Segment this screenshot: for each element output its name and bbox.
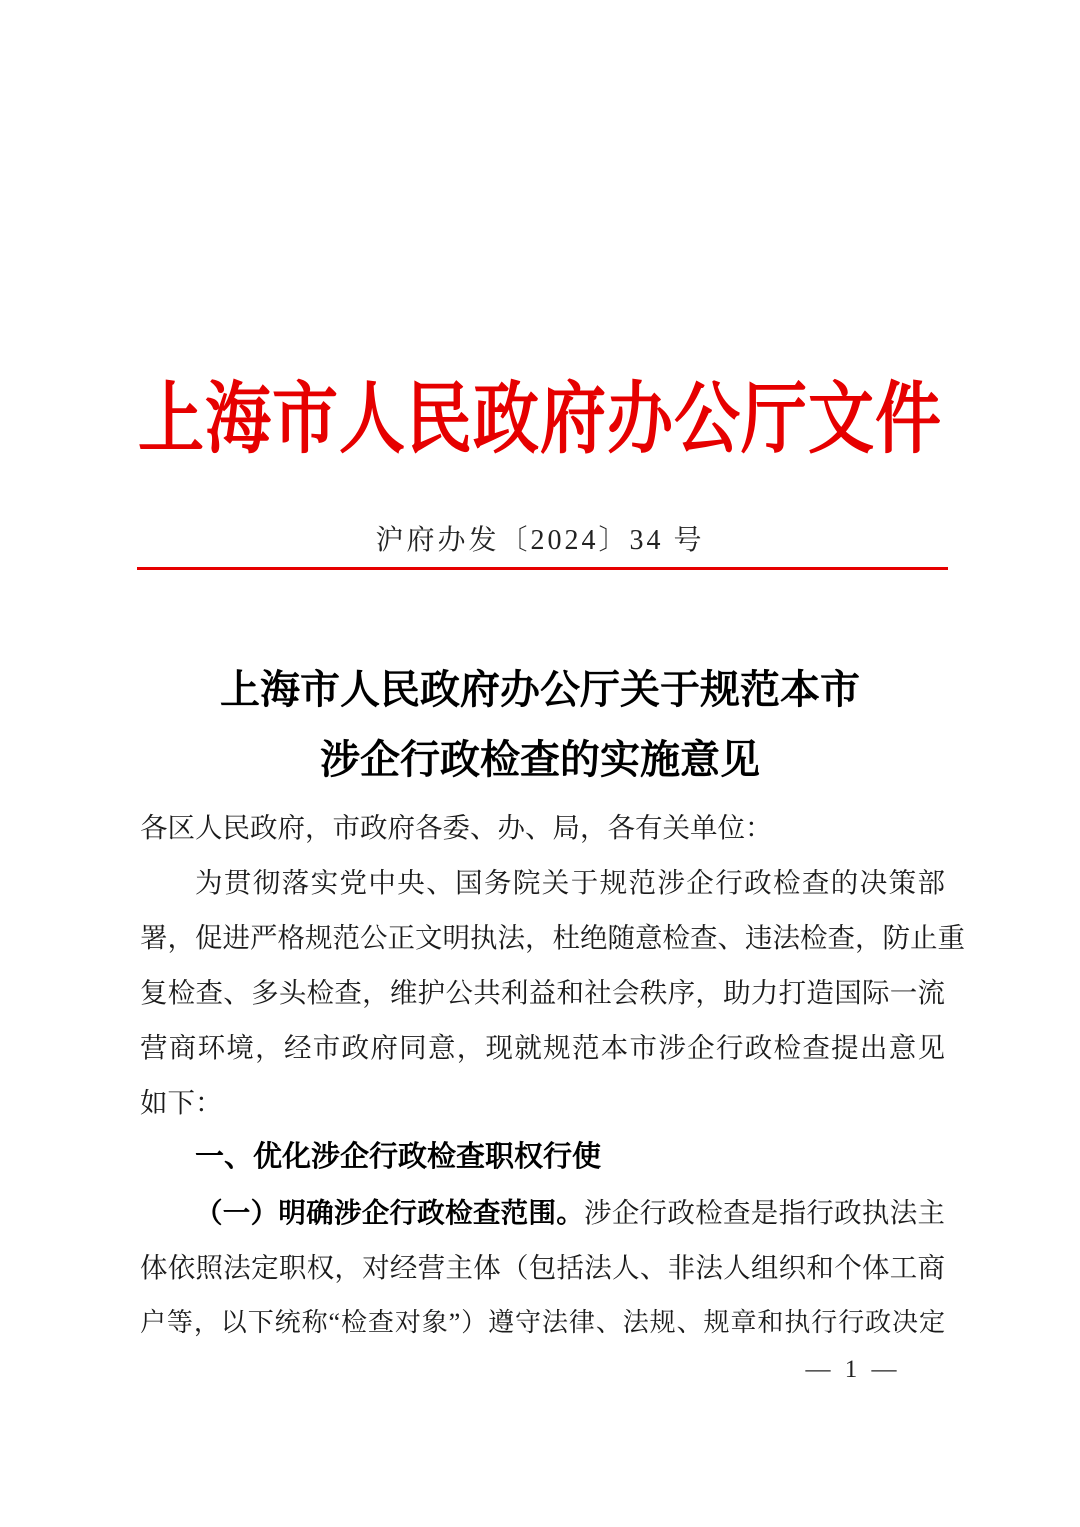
salutation-line: 各区人民政府，市政府各委、办、局，各有关单位： [140, 812, 773, 843]
document-number: 沪府办发〔2024〕34 号 [375, 525, 705, 556]
paragraph1-line-2: 署，促进严格规范公正文明执法，杜绝随意检查、违法检查，防止重 [140, 922, 965, 953]
section-heading: 一、优化涉企行政检查职权行使 [195, 1141, 602, 1173]
paragraph1-line-1: 为贯彻落实党中央、国务院关于规范涉企行政检查的决策部 [195, 867, 945, 898]
document-title-line-1: 上海市人民政府办公厅关于规范本市 [220, 667, 860, 712]
clause-line-1 [140, 1185, 945, 1240]
clause-line-1-rest: 涉企行政检查是指行政执法主 [584, 1197, 946, 1228]
document-body [140, 800, 965, 1350]
clause-line-3: 户等，以下统称“检查对象”）遵守法律、法规、规章和执行行政决定 [140, 1308, 945, 1337]
document-title-line-2: 涉企行政检查的实施意见 [320, 737, 760, 782]
paragraph1-line-5: 如下： [140, 1087, 223, 1118]
agency-masthead: 上海市人民政府办公厅文件 [138, 377, 942, 464]
page-number: — 1 — [805, 1356, 901, 1383]
clause-lead-bold: （一）明确涉企行政检查范围。 [195, 1197, 585, 1228]
document-title [0, 655, 1080, 795]
paragraph1-line-4: 营商环境，经市政府同意，现就规范本市涉企行政检查提出意见 [140, 1032, 945, 1063]
red-divider-rule [137, 567, 948, 570]
paragraph1-line-3: 复检查、多头检查，维护公共利益和社会秩序，助力打造国际一流 [140, 977, 945, 1008]
clause-line-2: 体依照法定职权，对经营主体（包括法人、非法人组织和个体工商 [140, 1252, 945, 1283]
